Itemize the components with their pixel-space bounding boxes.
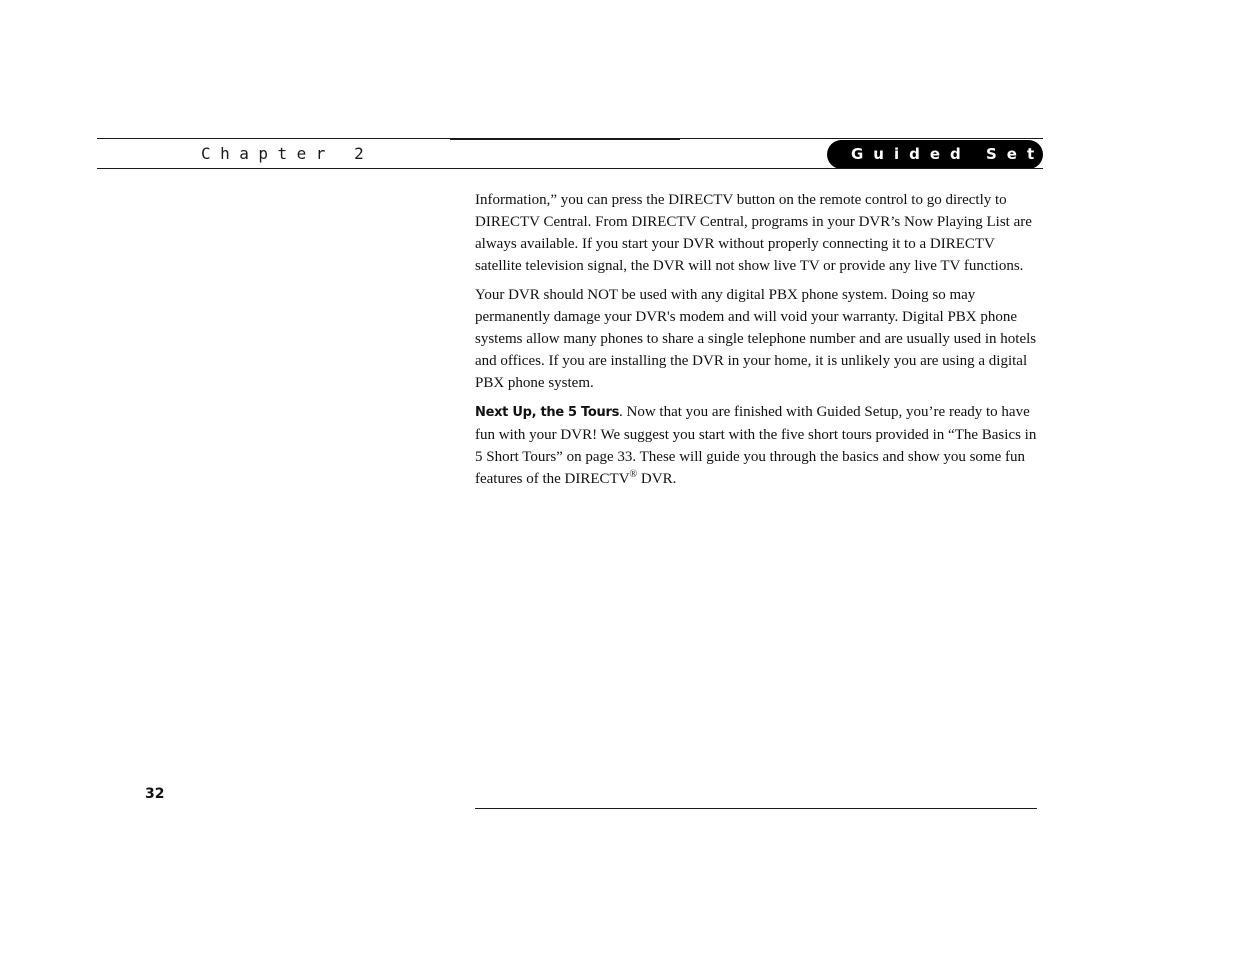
- header-top-rule-accent: [450, 138, 680, 140]
- paragraph-directv-central: Information,” you can press the DIRECTV button on the remote control to go directly to DIRECTV Central. From DIRECTV Central, programs in your DVR’s Now Playing List are always available. If you start your DVR without properly connecting it to a DIRECTV satellite television signal, the DVR will not show live TV or provide any live TV functions.: [475, 192, 1032, 274]
- header-bottom-rule: [97, 168, 1043, 169]
- paragraph-pbx-warning: Your DVR should NOT be used with any digital PBX phone system. Doing so may permanently damage your DVR's modem and will void your warranty. Digital PBX phone systems allow many phones to share a single telephone number and are usually used in hotels and offices. If you are installing the DVR in your home, it is unlikely you are using a digital PBX phone system.: [475, 287, 1037, 391]
- chapter-label: Chapter 2: [201, 144, 374, 163]
- paragraph-next-up-end: DVR.: [637, 471, 677, 487]
- body-text: [475, 189, 1037, 497]
- paragraph-next-up-text: . Now that you are finished with Guided Setup, you’re ready to have fun with your DVR! We suggest you start with the five short tours provided in “The Basics in 5 Short Tours” on page 33. These will guide you through the basics and show you some fun features of the DIRECTV: [475, 404, 1037, 487]
- paragraph-next-up: [475, 401, 1037, 490]
- footer-rule: [475, 808, 1037, 809]
- page-number: 32: [145, 786, 165, 802]
- section-title-pill: Guided Setup: [827, 140, 1043, 169]
- run-in-heading: Next Up, the 5 Tours: [475, 405, 620, 420]
- registered-mark: ®: [629, 469, 638, 480]
